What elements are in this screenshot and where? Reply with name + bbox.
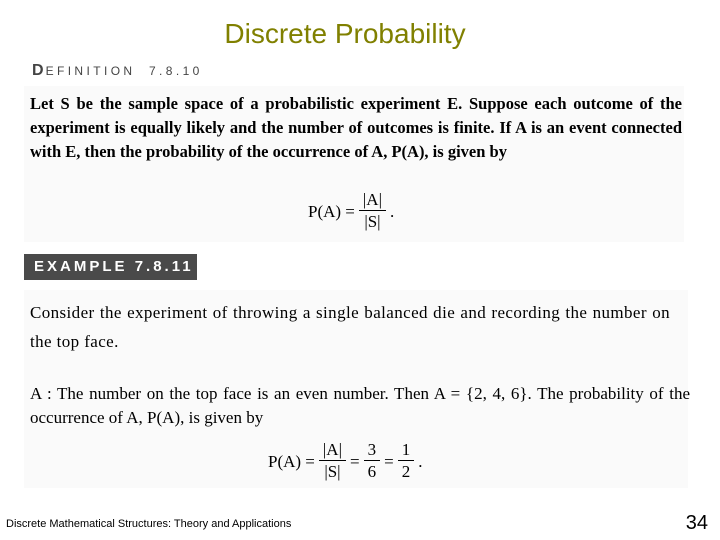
definition-formula	[308, 190, 394, 233]
equals-sign: =	[350, 451, 360, 471]
page-number: 34	[685, 512, 708, 534]
example-banner	[24, 254, 197, 280]
fraction-three-sixths	[364, 440, 381, 483]
definition-header	[32, 62, 203, 80]
formula-lhs: P(A) =	[308, 201, 355, 221]
fraction-denominator: 2	[401, 462, 411, 481]
fraction-one-half	[398, 440, 415, 483]
fraction	[359, 190, 386, 233]
example-header-initial: E	[34, 258, 48, 275]
fraction-numerator: 1	[398, 440, 415, 461]
fraction-denominator: |S|	[364, 212, 381, 231]
example-paragraph-2: A : The number on the top face is an even number. Then A = {2, 4, 6}. The probability of the occurrence of A, P(A), is given by	[30, 384, 690, 427]
formula-period: .	[390, 201, 395, 221]
formula-period: .	[418, 451, 423, 471]
example-formula	[268, 440, 422, 483]
fraction-a-over-s	[319, 440, 346, 483]
fraction-denominator: |S|	[324, 462, 341, 481]
fraction-denominator: 6	[367, 462, 377, 481]
slide-title: Discrete Probability	[224, 18, 466, 49]
example-paragraph-1: Consider the experiment of throwing a single balanced die and recording the number on the top face.	[30, 303, 670, 351]
definition-header-word: EFINITION	[45, 64, 136, 78]
definition-header-initial: D	[32, 62, 46, 79]
formula-lhs: P(A) =	[268, 451, 315, 471]
fraction-numerator: |A|	[319, 440, 346, 461]
definition-number: 7.8.10	[148, 64, 203, 78]
equals-sign: =	[384, 451, 394, 471]
fraction-numerator: |A|	[359, 190, 386, 211]
example-header-rest: XAMPLE 7.8.11	[47, 258, 194, 275]
fraction-numerator: 3	[364, 440, 381, 461]
footer-book-title: Discrete Mathematical Structures: Theory and Applications	[6, 518, 292, 530]
definition-text: Let S be the sample space of a probabilistic experiment E. Suppose each outcome of the experiment is equally likely and the number of outcomes is finite. If A is an event connected with E, then the probability of the occurrence of A, P(A), is given by	[30, 94, 682, 161]
